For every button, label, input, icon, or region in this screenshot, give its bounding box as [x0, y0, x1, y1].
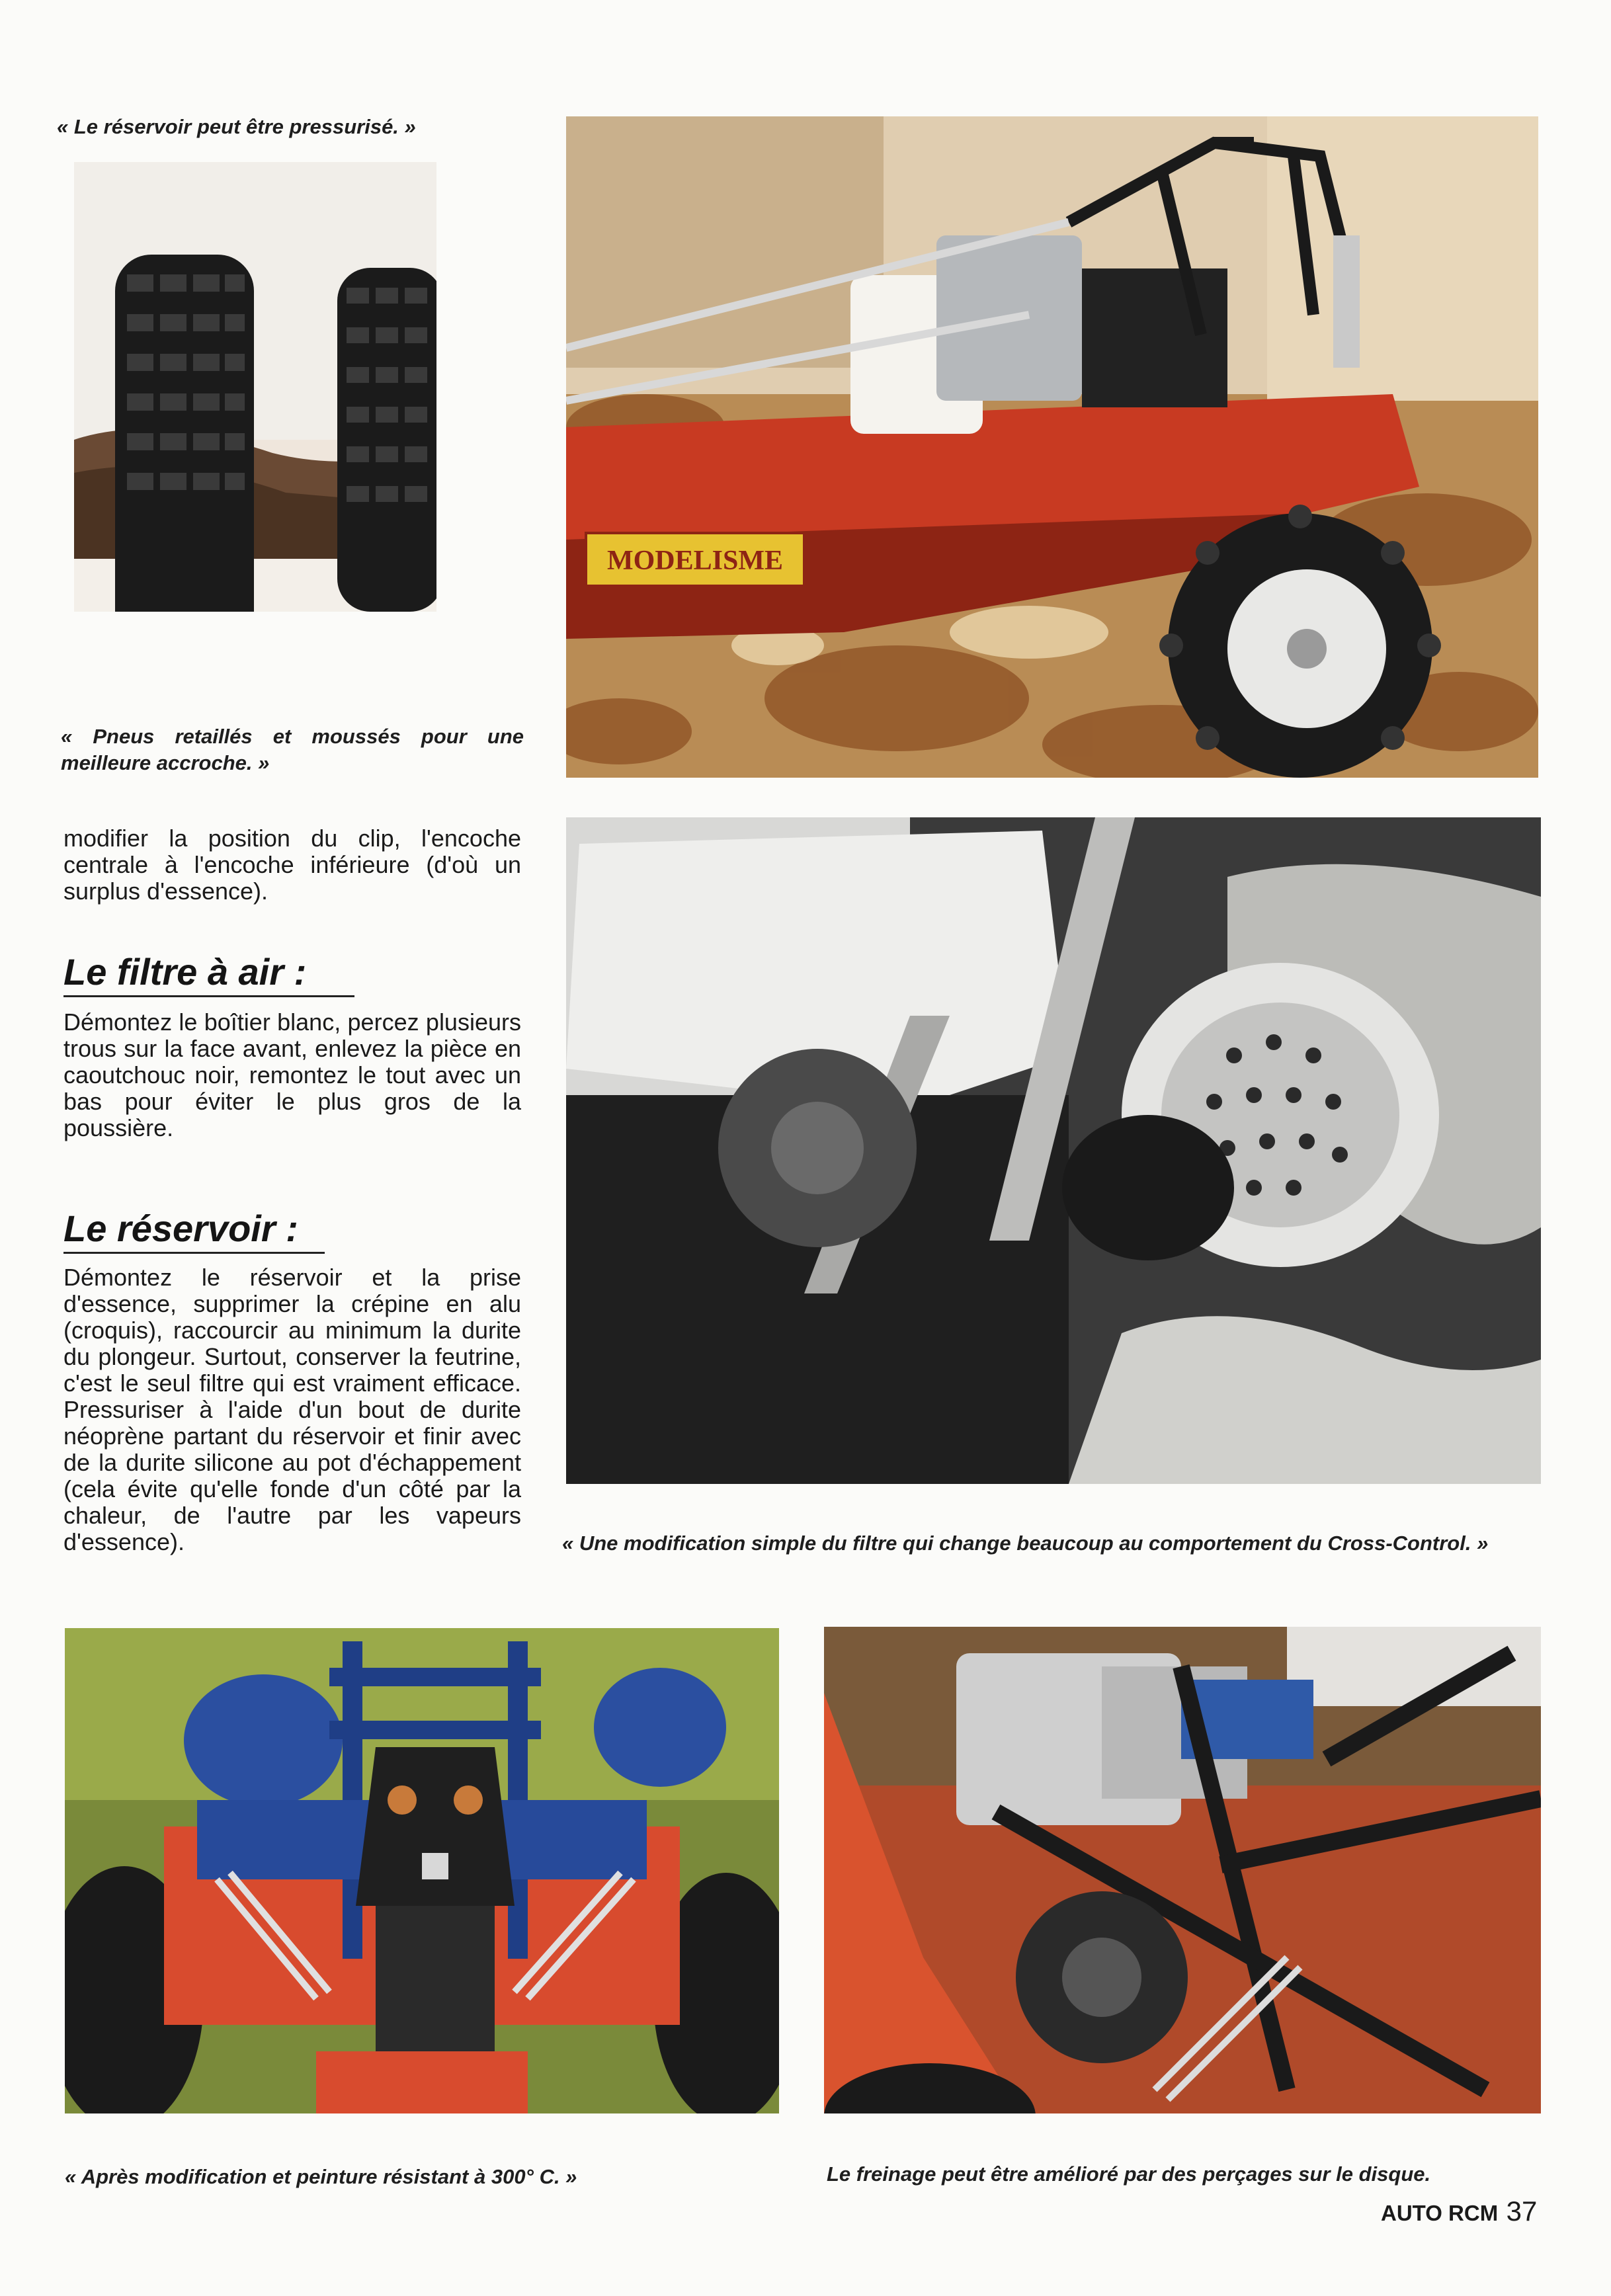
page-footer: [1381, 2195, 1592, 2235]
caption-filtre: « Une modification simple du filtre qui change beaucoup au comportement du Cross-Control. »: [562, 1532, 1489, 1555]
caption-pneus: « Pneus retaillés et moussés pour une meilleure accroche. »: [61, 725, 524, 774]
article-intro-paragraph: modifier la position du clip, l'encoche centrale à l'encoche inférieure (d'où un surplus d'essence).: [63, 825, 521, 905]
section-text-reservoir: Démontez le réservoir et la prise d'essence, supprimer la crépine en alu (croquis), raccourcir au minimum la durite du plongeur. Surtout, conserver la feutrine, c'est le seul filtre qui est vraiment efficace. Pressuriser à l'aide d'un bout de durite néoprène partant du réservoir et finir avec de la durite silicone au pot d'échappement (cela évite qu'elle fonde d'un côté par la chaleur, de l'autre par les vapeurs d'essence).: [63, 1264, 521, 1555]
photo-red-buggy: [566, 116, 1538, 778]
page-number: 37: [1506, 2195, 1538, 2227]
section-heading-text: Le réservoir :: [63, 1208, 298, 1249]
section-heading-filtre-a-air: [63, 951, 434, 993]
caption-apres-modification: « Après modification et peinture résistant à 300° C. »: [65, 2165, 577, 2188]
car-sticker-text: MODELISME: [606, 546, 784, 576]
section-heading-text: Le filtre à air :: [63, 951, 307, 993]
caption-freinage: Le freinage peut être amélioré par des perçages sur le disque.: [827, 2162, 1431, 2186]
section-heading-reservoir: [63, 1208, 434, 1250]
photo-freinage: [824, 1627, 1541, 2113]
photo-apres-modification: [65, 1628, 779, 2113]
caption-reservoir-pressurise: « Le réservoir peut être pressurisé. »: [57, 115, 416, 138]
photo-tires: [74, 162, 436, 612]
photo-air-filter: [566, 817, 1541, 1484]
magazine-name: AUTO RCM: [1381, 2201, 1499, 2225]
section-text-filtre-a-air: Démontez le boîtier blanc, percez plusieurs trous sur la face avant, enlevez la pièce en caoutchouc noir, remontez le tout avec un bas pour éviter le plus gros de la poussière.: [63, 1008, 521, 1141]
